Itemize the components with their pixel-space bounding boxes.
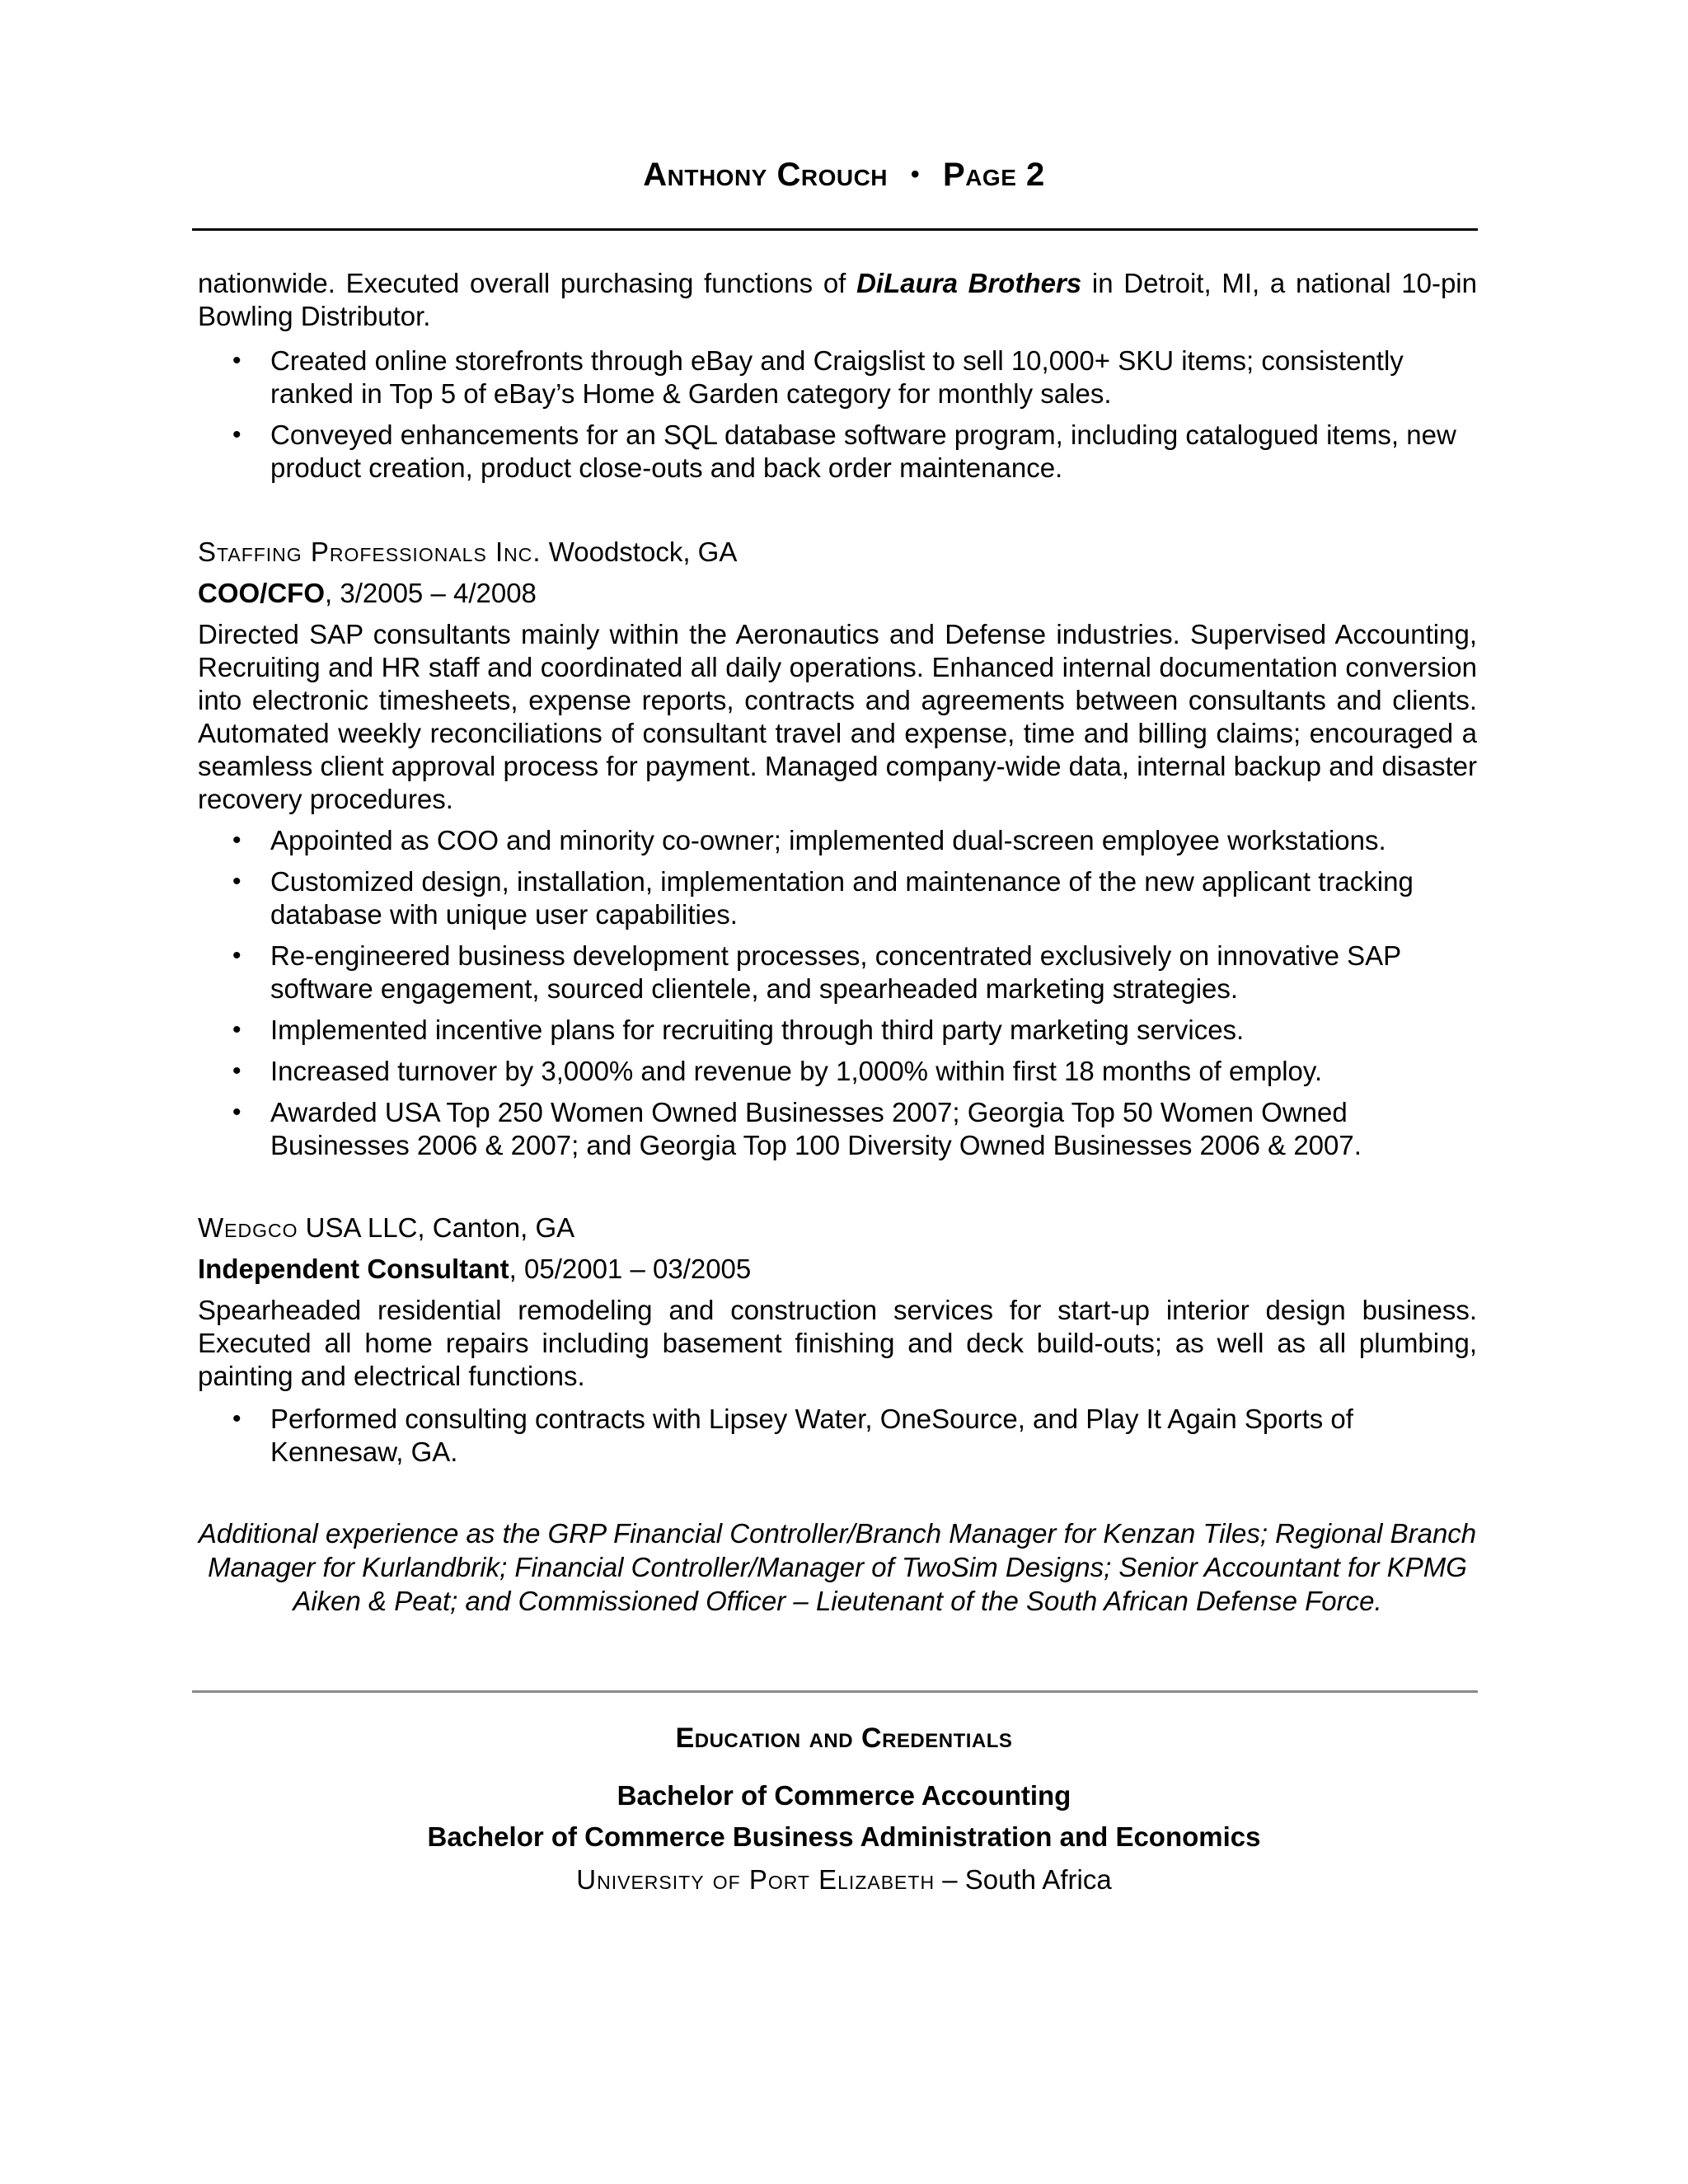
position-line <box>198 577 1477 610</box>
company-location: Woodstock, GA <box>541 537 738 567</box>
candidate-name: Anthony Crouch <box>643 157 889 193</box>
continuation-bullets <box>198 344 1477 493</box>
list-item: • Conveyed enhancements for an SQL database software program, including catalogued items, new product creation, product close-outs and back order maintenance. <box>198 419 1477 485</box>
university-country: – South Africa <box>935 1864 1112 1895</box>
page-header <box>0 157 1688 194</box>
job-description: Spearheaded residential remodeling and construction services for start-up interior design business. Executed all home repairs including basement finishing and deck build-outs; as well as all plumbing, painting and electrical functions. <box>198 1295 1477 1391</box>
company-location: USA LLC, Canton, GA <box>298 1212 575 1243</box>
job-dates: , 3/2005 – 4/2008 <box>325 578 537 608</box>
additional-experience-note: Additional experience as the GRP Financial Controller/Branch Manager for Kenzan Tiles; Regional Branch Manager for Kurlandbrik; Financial Controller/Manager of TwoSim Designs; Senior Accountant for KPMG Aiken & Peat; and Commissioned Officer – Lieutenant of the South African Defense Force. <box>198 1518 1477 1616</box>
employer-line <box>198 536 1477 569</box>
list-item: • Implemented incentive plans for recruiting through third party marketing services. <box>198 1014 1477 1047</box>
list-item: • Customized design, installation, implementation and maintenance of the new applicant tracking database with unique user capabilities. <box>198 865 1477 931</box>
degree-2: Bachelor of Commerce Business Administration and Economics <box>427 1821 1261 1852</box>
list-item: • Created online storefronts through eBay and Craigslist to sell 10,000+ SKU items; consistently ranked in Top 5 of eBay’s Home & Garden category for monthly sales. <box>198 344 1477 410</box>
header-separator: • <box>911 161 921 188</box>
company-emphasis: DiLaura Brothers <box>856 268 1082 298</box>
list-item: • Performed consulting contracts with Lipsey Water, OneSource, and Play It Again Sports of Kennesaw, GA. <box>198 1403 1477 1469</box>
university-name: University of Port Elizabeth <box>576 1864 935 1895</box>
job-description: Directed SAP consultants mainly within the Aeronautics and Defense industries. Supervised Accounting, Recruiting and HR staff and coordinated all daily operations. Enhanced internal documentation conversion into electronic timesheets, expense reports, contracts and agreements between consultants and clients. Automated weekly reconciliations of consultant travel and expense, time and billing claims; encouraged a seamless client approval process for payment. Managed company-wide data, internal backup and disaster recovery procedures. <box>198 619 1477 814</box>
company-name: Wedgco <box>198 1212 298 1243</box>
list-item: • Re-engineered business development processes, concentrated exclusively on innovative SAP software engagement, sourced clientele, and spearheaded marketing strategies. <box>198 940 1477 1005</box>
list-item: • Awarded USA Top 250 Women Owned Businesses 2007; Georgia Top 50 Women Owned Businesses 2006 & 2007; and Georgia Top 100 Diversity Owned Businesses 2006 & 2007. <box>198 1096 1477 1162</box>
position-line <box>198 1253 1477 1286</box>
continuation-text-before: nationwide. Executed overall purchasing functions of <box>198 268 857 298</box>
continuation-text-after: in Detroit, MI, a national 10-pin Bowling Distributor. <box>198 268 1477 331</box>
section-divider <box>192 1690 1478 1693</box>
header-divider <box>192 228 1478 231</box>
degree-1: Bachelor of Commerce Accounting <box>617 1780 1071 1811</box>
job-dates: , 05/2001 – 03/2005 <box>509 1254 752 1284</box>
job-title: Independent Consultant <box>198 1254 509 1284</box>
education-heading: Education and Credentials <box>675 1722 1013 1754</box>
job-achievements <box>198 1403 1477 1477</box>
job-achievements <box>198 824 1477 1170</box>
employer-line <box>198 1212 1477 1244</box>
list-item: • Increased turnover by 3,000% and revenue by 1,000% within first 18 months of employ. <box>198 1055 1477 1088</box>
university-line <box>0 1864 1688 1896</box>
job-title: COO/CFO <box>198 578 325 608</box>
list-item: • Appointed as COO and minority co-owner; implemented dual-screen employee workstations. <box>198 824 1477 857</box>
continuation-paragraph <box>198 267 1477 333</box>
page-number: Page 2 <box>943 157 1045 193</box>
company-name: Staffing Professionals Inc. <box>198 537 542 567</box>
